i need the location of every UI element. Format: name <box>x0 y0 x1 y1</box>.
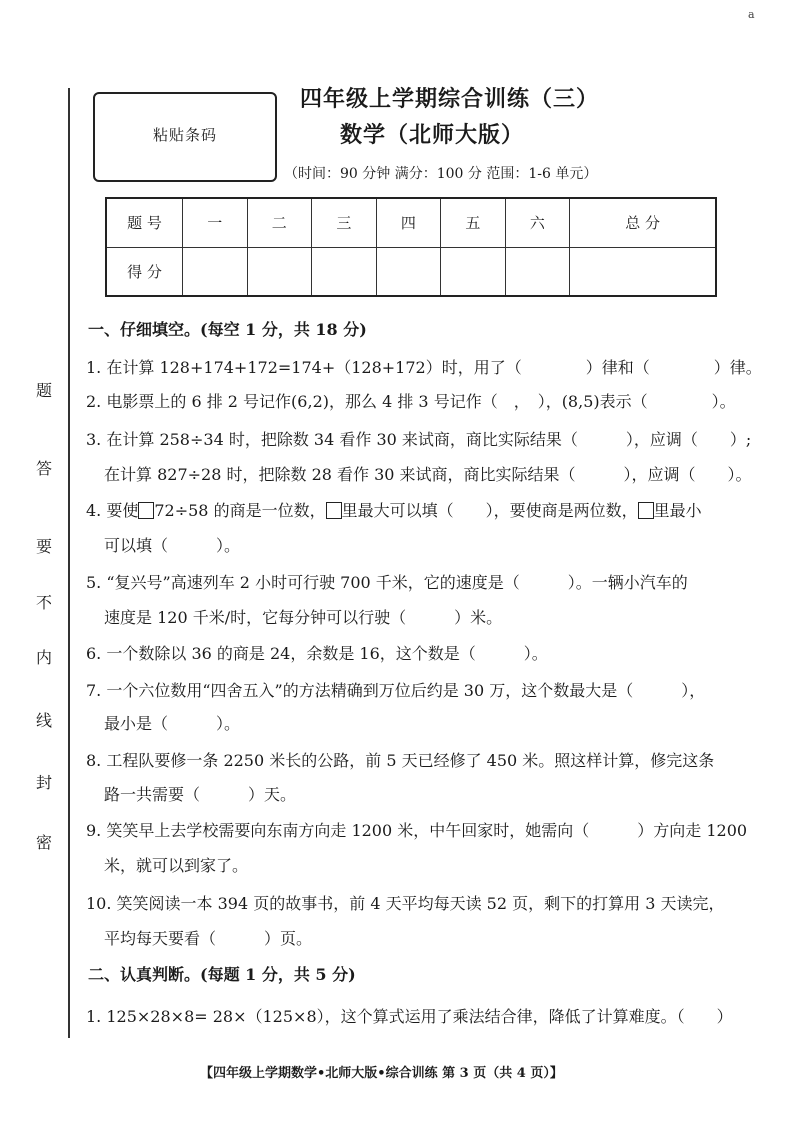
page-footer: 【四年级上学期数学•北师大版•综合训练 第 3 页（共 4 页）】 <box>200 1066 563 1081</box>
score-header-cell: 五 <box>441 198 506 247</box>
score-cell[interactable] <box>505 247 570 296</box>
score-cell[interactable] <box>312 247 377 296</box>
corner-mark: a <box>748 8 755 21</box>
score-cell[interactable] <box>376 247 441 296</box>
question-9-line-2: 米，就可以到家了。 <box>104 856 249 875</box>
score-table-header-row <box>106 198 716 247</box>
side-char: 线 <box>35 711 52 730</box>
score-header-cell: 三 <box>312 198 377 247</box>
question-4-line-2: 可以填（ ）。 <box>104 536 241 555</box>
barcode-area <box>93 92 277 182</box>
question-9-line-1: 9. 笑笑早上去学校需要向东南方向走 1200 米，中午回家时，她需向（ ）方向走 1200 <box>86 821 748 840</box>
side-char: 不 <box>35 593 52 612</box>
exam-subtitle: 数学（北师大版） <box>340 122 525 148</box>
exam-meta: （时间：90 分钟 满分：100 分 范围：1-6 单元） <box>284 166 598 182</box>
question-6: 6. 一个数除以 36 的商是 24，余数是 16，这个数是（ ）。 <box>86 644 548 663</box>
question-10-line-1: 10. 笑笑阅读一本 394 页的故事书，前 4 天平均每天读 52 页，剩下的打算用 3 天读完， <box>86 894 725 913</box>
score-table-score-row <box>106 247 716 296</box>
binding-line <box>68 88 70 1038</box>
side-char: 内 <box>35 648 52 667</box>
question-10-line-2: 平均每天要看（ ）页。 <box>104 929 313 948</box>
question-7-line-1: 7. 一个六位数用“四舍五入”的方法精确到万位后约是 30 万，这个数最大是（ ）， <box>86 681 706 700</box>
side-char: 密 <box>35 833 52 852</box>
question-4-text: 72÷58 的商是一位数， <box>154 501 326 520</box>
score-table <box>105 197 717 297</box>
score-header-cell: 一 <box>183 198 248 247</box>
question-5-line-2: 速度是 120 千米/时，它每分钟可以行驶（ ）米。 <box>104 608 503 627</box>
side-char: 封 <box>35 773 52 792</box>
question-5-line-1: 5. “复兴号”高速列车 2 小时可行驶 700 千米，它的速度是（ ）。一辆小汽车的 <box>86 573 688 592</box>
question-8-line-2: 路一共需要（ ）天。 <box>104 785 297 804</box>
question-3-line-1: 3. 在计算 258÷34 时，把除数 34 看作 30 来试商，商比实际结果（ ），应调（ ）; <box>86 430 752 449</box>
score-header-cell: 二 <box>247 198 312 247</box>
blank-square <box>638 502 654 519</box>
score-header-cell: 四 <box>376 198 441 247</box>
side-char: 答 <box>35 459 52 478</box>
judgement-1: 1. 125×28×8= 28×（125×8），这个算式运用了乘法结合律，降低了计算难度。（ ） <box>86 1007 733 1026</box>
score-header-cell: 六 <box>505 198 570 247</box>
blank-square <box>138 502 154 519</box>
side-char: 要 <box>35 537 52 556</box>
score-cell[interactable] <box>183 247 248 296</box>
question-4-line-1 <box>86 498 702 521</box>
question-7-line-2: 最小是（ ）。 <box>104 714 241 733</box>
score-header-cell: 题 号 <box>106 198 183 247</box>
blank-square <box>326 502 342 519</box>
question-4-text: 里最小 <box>653 501 702 520</box>
exam-title: 四年级上学期综合训练（三） <box>300 86 600 112</box>
question-4-text: 4. 要使 <box>86 501 139 520</box>
question-2: 2. 电影票上的 6 排 2 号记作(6,2)，那么 4 排 3 号记作（ ， ），(8,5)表示（ ）。 <box>86 392 736 411</box>
section-1-title: 一、仔细填空。(每空 1 分，共 18 分) <box>88 320 367 339</box>
question-3-line-2: 在计算 827÷28 时，把除数 28 看作 30 来试商，商比实际结果（ ），应调（ ）。 <box>104 465 752 484</box>
score-row-label: 得 分 <box>106 247 183 296</box>
score-cell[interactable] <box>570 247 716 296</box>
score-header-cell: 总 分 <box>570 198 716 247</box>
question-1: 1. 在计算 128+174+172=174+（128+172）时，用了（ ）律和（ ）律。 <box>86 358 762 377</box>
section-2-title: 二、认真判断。(每题 1 分，共 5 分) <box>88 965 356 984</box>
question-8-line-1: 8. 工程队要修一条 2250 米长的公路，前 5 天已经修了 450 米。照这样计算，修完这条 <box>86 751 715 770</box>
question-4-text: 里最大可以填（ ），要使商是两位数， <box>341 501 638 520</box>
side-char: 题 <box>35 381 52 400</box>
score-cell[interactable] <box>441 247 506 296</box>
score-cell[interactable] <box>247 247 312 296</box>
barcode-label: 粘贴条码 <box>152 126 217 144</box>
